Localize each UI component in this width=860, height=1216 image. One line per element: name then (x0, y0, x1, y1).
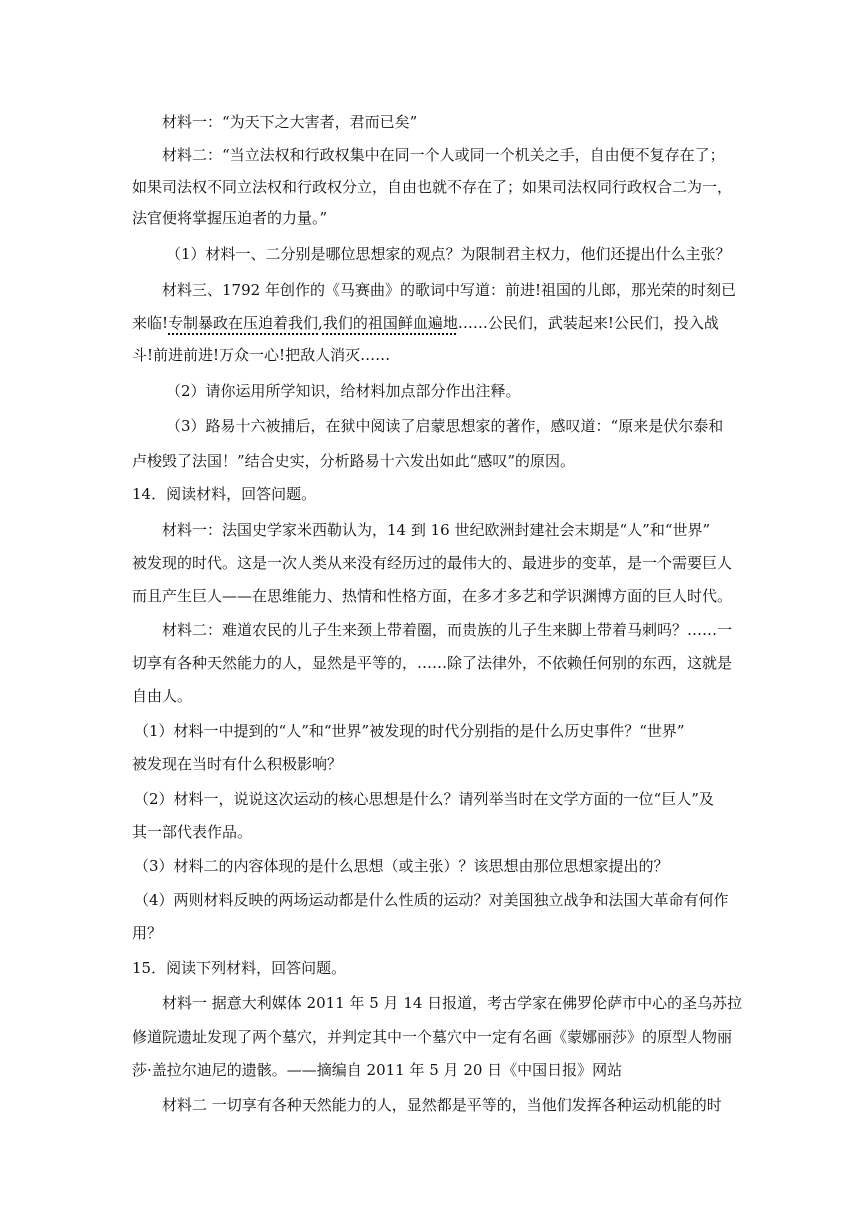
material-3-line1: 材料三、1792 年创作的《马赛曲》的歌词中写道：前进!祖国的儿郎，那光荣的时刻已 (162, 281, 736, 299)
material-2-quote-line2: 如果司法权不同立法权和行政权分立，自由也就不存在了；如果司法权同行政权合二为一， (132, 178, 733, 196)
question-3-line2: 卢梭毁了法国！”结合史实，分析路易十六发出如此“感叹”的原因。 (132, 452, 576, 470)
q14-question-2-line2: 其一部代表作品。 (132, 823, 253, 841)
q15-material-1-line3: 莎·盖拉尔迪尼的遗骸。——摘编自 2011 年 5 月 20 日《中国日报》网站 (132, 1061, 623, 1079)
emphasized-text: 专制暴政在压迫着我们 (168, 314, 319, 332)
material-2-quote-line1: 材料二：“当立法权和行政权集中在同一个人或同一个机关之手，自由便不复存在了； (162, 146, 725, 164)
q14-material-1-line3: 而且产生巨人——在思维能力、热情和性格方面，在多才多艺和学识渊博方面的巨人时代。 (132, 587, 733, 605)
material-3-line3: 斗!前进前进!万众一心!把敌人消灭…… (132, 346, 391, 364)
q15-material-2-line1: 材料二 一切享有各种天然能力的人，显然都是平等的，当他们发挥各种运动机能的时 (162, 1096, 722, 1114)
q14-question-2-line1: （2）材料一，说说这次运动的核心思想是什么？请列举当时在文学方面的一位“巨人”及 (134, 790, 714, 808)
material-2-quote-line3: 法官便将掌握压迫者的力量。” (132, 209, 328, 227)
q14-material-1-line1: 材料一：法国史学家米西勒认为，14 到 16 世纪欧洲封建社会末期是“人”和“世界” (162, 521, 711, 539)
q14-question-4-line2: 用？ (132, 924, 163, 942)
text-segment: 来临! (132, 314, 169, 332)
text-segment: , (318, 314, 323, 332)
q14-question-1-line2: 被发现在当时有什么积极影响？ (132, 755, 343, 773)
q14-question-3: （3）材料二的内容体现的是什么思想（或主张）？该思想由那位思想家提出的？ (134, 857, 669, 875)
question-15-heading: 15．阅读下列材料，回答问题。 (132, 959, 347, 977)
q14-material-1-line2: 被发现的时代。这是一次人类从来没有经历过的最伟大的、最进步的变革，是一个需要巨人 (132, 554, 733, 572)
emphasized-text: 我们的祖国鲜血遍地 (322, 314, 458, 332)
material-3-line2 (0, 313, 860, 333)
question-2: （2）请你运用所学知识，给材料加点部分作出注释。 (166, 382, 521, 400)
q14-material-2-line1: 材料二：难道农民的儿子生来颈上带着圈，而贵族的儿子生来脚上带着马刺吗？……一 (162, 621, 733, 639)
q15-material-1-line2: 修道院遗址发现了两个墓穴，并判定其中一个墓穴中一定有名画《蒙娜丽莎》的原型人物丽 (132, 1028, 733, 1046)
material-1-quote: 材料一：“为天下之大害者，君而已矣” (162, 113, 418, 131)
question-14-heading: 14．阅读材料，回答问题。 (132, 485, 317, 503)
text-segment: ……公民们，武装起来!公民们，投入战 (457, 314, 719, 332)
q14-question-4-line1: （4）两则材料反映的两场运动都是什么性质的运动？对美国独立战争和法国大革命有何作 (134, 891, 729, 909)
question-1: （1）材料一、二分别是哪位思想家的观点？为限制君主权力，他们还提出什么主张？ (166, 245, 731, 263)
q14-question-1-line1: （1）材料一中提到的“人”和“世界”被发现的时代分别指的是什么历史事件？“世界” (134, 722, 685, 740)
q14-material-2-line3: 自由人。 (132, 687, 193, 705)
q15-material-1-line1: 材料一 据意大利媒体 2011 年 5 月 14 日报道，考古学家在佛罗伦萨市中心的圣乌苏拉 (162, 994, 743, 1012)
question-3-line1: （3）路易十六被捕后，在狱中阅读了启蒙思想家的著作，感叹道：“原来是伏尔泰和 (166, 417, 724, 435)
q14-material-2-line2: 切享有各种天然能力的人，显然是平等的，……除了法律外，不依赖任何别的东西，这就是 (132, 654, 733, 672)
